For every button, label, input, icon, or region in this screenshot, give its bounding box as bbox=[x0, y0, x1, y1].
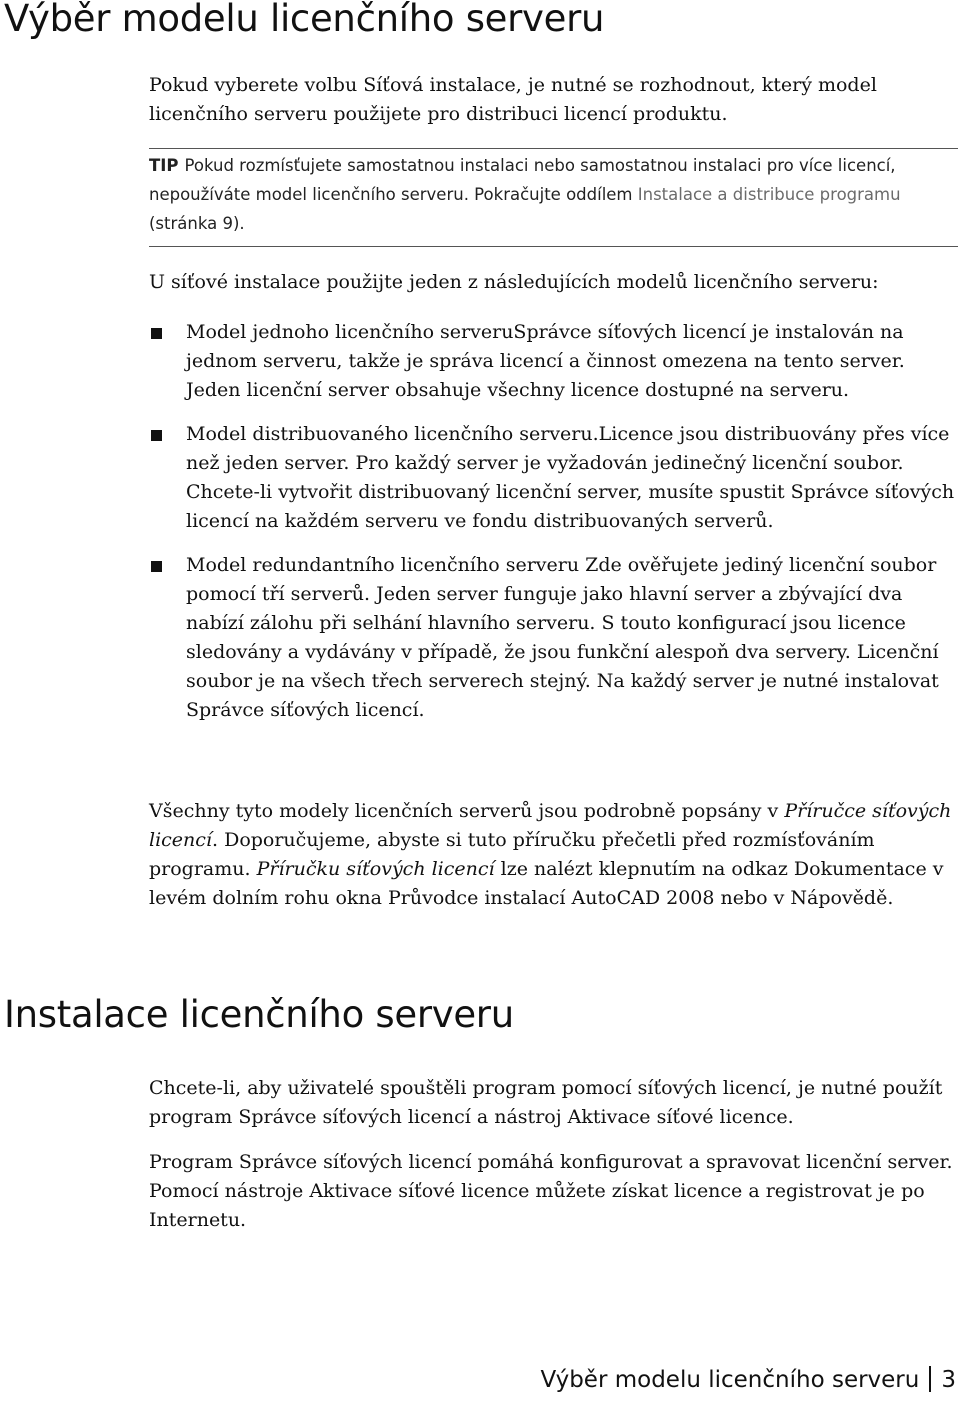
closing-text-1: Všechny tyto modely licenčních serverů jsou podrobně popsány v bbox=[149, 800, 779, 822]
tip-note bbox=[149, 151, 959, 238]
tip-link-install-distribution[interactable]: Instalace a distribuce programu bbox=[637, 185, 901, 204]
footer-running-title: Výběr modelu licenčního serveru bbox=[540, 1367, 920, 1393]
tip-text: Pokud rozmísťujete samostatnou instalaci nebo samostatnou instalaci pro více licencí, nepoužíváte model licenčního serveru. Pokračujte oddílem bbox=[149, 156, 896, 204]
tip-bottom-rule bbox=[149, 246, 958, 247]
footer-separator bbox=[929, 1366, 931, 1392]
license-model-list bbox=[149, 318, 959, 725]
guide-title-2: Příručku síťových licencí bbox=[256, 858, 495, 880]
list-item-text: Model jednoho licenčního serveruSprávce síťových licencí je instalován na jednom serveru, takže je správa licencí a činnost omezena na tento server. Jeden licenční server obsahuje všechny licence dostupné na serveru. bbox=[186, 321, 905, 401]
install-paragraph-2: Program Správce síťových licencí pomáhá konfigurovat a spravovat licenční server. Pomocí nástroje Aktivace síťové licence můžete získat licence a registrovat je po Internetu. bbox=[149, 1151, 953, 1231]
closing-text-3: lze nalézt klepnutím na odkaz Dokumentace v levém dolním rohu okna Průvodce instalací AutoCAD 2008 nebo v Nápovědě. bbox=[149, 858, 944, 909]
lead-paragraph: U síťové instalace použijte jeden z následujících modelů licenčního serveru: bbox=[149, 271, 879, 293]
footer-page-number: 3 bbox=[941, 1367, 956, 1393]
section-title-install-server: Instalace licenčního serveru bbox=[4, 993, 514, 1036]
closing-text-2: . Doporučujeme, abyste si tuto příručku přečetli před rozmísťováním programu. bbox=[149, 829, 875, 880]
install-paragraph-1: Chcete-li, aby uživatelé spouštěli program pomocí síťových licencí, je nutné použít program Správce síťových licencí a nástroj Aktivace síťové licence. bbox=[149, 1077, 943, 1128]
list-item bbox=[149, 420, 959, 536]
bullet-square-icon bbox=[151, 561, 162, 572]
tip-page-ref: (stránka 9). bbox=[149, 214, 245, 233]
bullet-square-icon bbox=[151, 328, 162, 339]
guide-title-1: Příručce síťových licencí bbox=[149, 800, 952, 851]
section-title-license-model: Výběr modelu licenčního serveru bbox=[4, 0, 605, 40]
tip-label: TIP bbox=[149, 156, 179, 175]
closing-paragraph bbox=[149, 797, 959, 913]
bullet-square-icon bbox=[151, 430, 162, 441]
list-item bbox=[149, 318, 959, 405]
list-item-text: Model redundantního licenčního serveru Zde ověřujete jediný licenční soubor pomocí tří serverů. Jeden server funguje jako hlavní server a zbývající dva nabízí zálohu při selhání hlavního serveru. S touto konfigurací jsou licence sledovány a vydávány v případě, že jsou funkční alespoň dva servery. Licenční soubor je na všech třech serverech stejný. Na každý server je nutné instalovat Správce síťových licencí. bbox=[186, 554, 939, 721]
tip-top-rule bbox=[149, 148, 958, 149]
page-footer bbox=[540, 1366, 956, 1393]
list-item bbox=[149, 551, 959, 725]
intro-paragraph: Pokud vyberete volbu Síťová instalace, je nutné se rozhodnout, který model licenčního serveru použijete pro distribuci licencí produktu. bbox=[149, 74, 877, 125]
list-item-text: Model distribuovaného licenčního serveru.Licence jsou distribuovány přes více než jeden server. Pro každý server je vyžadován jedinečný licenční soubor. Chcete-li vytvořit distribuovaný licenční server, musíte spustit Správce síťových licencí na každém serveru ve fondu distribuovaných serverů. bbox=[186, 423, 955, 532]
